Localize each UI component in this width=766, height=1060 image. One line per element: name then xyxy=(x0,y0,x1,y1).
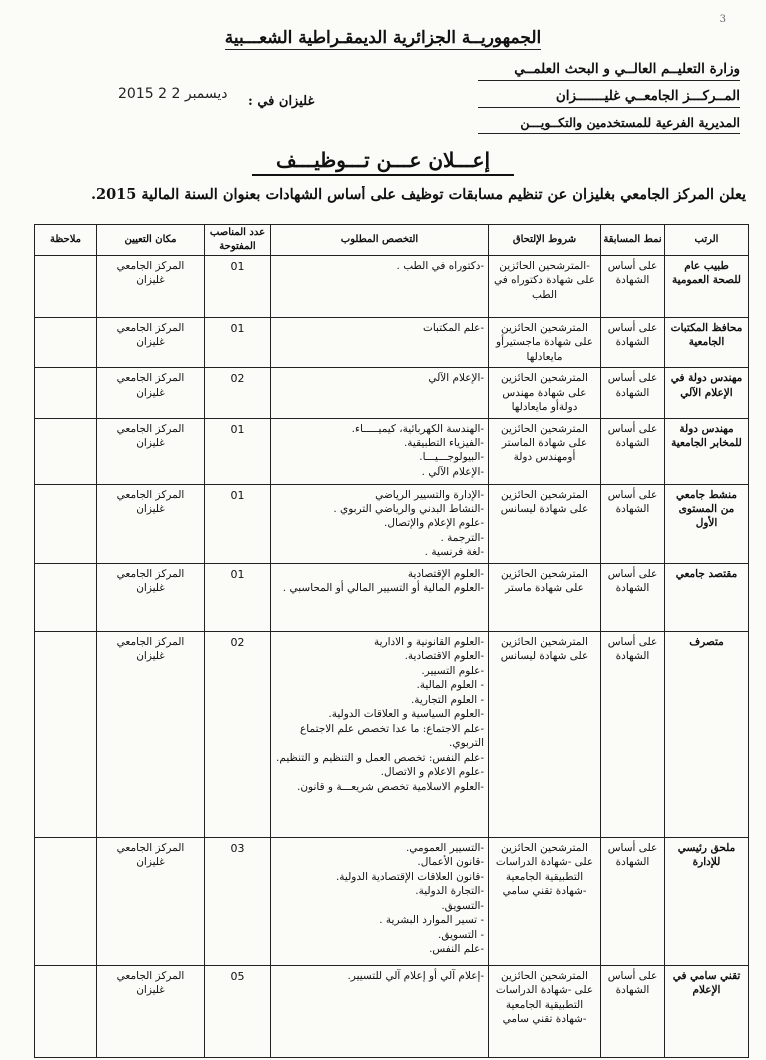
rank-cell: محافظ المكتبات الجامعية xyxy=(665,317,749,367)
specialty-item: -الفيزياء التطبيقية. xyxy=(403,436,484,449)
rank-cell: ملحق رئيسي للإدارة xyxy=(665,837,749,965)
count-cell: 02 xyxy=(205,368,271,418)
count-cell: 05 xyxy=(205,965,271,1057)
conditions-cell: المترشحين الحائزين على شهادة ليسانس xyxy=(489,484,601,563)
mode-cell: على أساس الشهادة xyxy=(601,317,665,367)
notes-cell xyxy=(35,484,97,563)
specialty-item: -علم النفس: تخصص العمل و التنظيم و التنظيم. xyxy=(276,751,484,764)
specialty-item: -علم الاجتماع: ما عدا تخصص علم الاجتماع التربوي. xyxy=(300,722,484,750)
specialty-item: -إعلام آلي أو إعلام آلي للتسيير. xyxy=(347,969,484,982)
rank-cell: مهندس دولة في الإعلام الآلي xyxy=(665,368,749,418)
specialty-item: -علوم الإعلام والإتصال. xyxy=(384,517,484,530)
date-stamp: 2015 دیسمبر 2 2 xyxy=(118,86,228,102)
mode-cell: على أساس الشهادة xyxy=(601,837,665,965)
specialty-item: -قانون العلاقات الإقتصادية الدولية. xyxy=(335,870,484,883)
count-cell: 01 xyxy=(205,255,271,317)
specialty-item: - العلوم التجارية. xyxy=(410,693,484,706)
specialty-item: -دكتوراه في الطب . xyxy=(396,259,484,272)
location-cell: المركز الجامعي غليزان xyxy=(97,965,205,1057)
header-conditions: شروط الإلتحاق xyxy=(489,225,601,256)
specialty-item: -العلوم الاقتصادية. xyxy=(404,650,484,663)
table-row xyxy=(35,631,749,837)
directorate-line: المديرية الفرعية للمستخدمين والتكــويـــن xyxy=(478,114,740,134)
specialty-item: -العلوم الإقتصادية xyxy=(407,567,484,580)
specialty-cell xyxy=(271,484,489,563)
header-mode: نمط المسابقة xyxy=(601,225,665,256)
rank-cell: مهندس دولة للمخابر الجامعية xyxy=(665,418,749,484)
specialty-cell xyxy=(271,837,489,965)
conditions-cell: المترشحين الحائزين على شهادة الماستر أومهندس دولة xyxy=(489,418,601,484)
header-count: عدد المناصب المفتوحة xyxy=(205,225,271,256)
mode-cell: على أساس الشهادة xyxy=(601,368,665,418)
specialty-item: -العلوم الاسلامية تخصص شريعـــة و قانون. xyxy=(296,780,484,793)
table-row xyxy=(35,255,749,317)
mode-cell: على أساس الشهادة xyxy=(601,484,665,563)
specialty-item: -البيولوجـــيـــا. xyxy=(419,451,484,464)
conditions-cell: المترشحين الحائزين على شهادة ليسانس xyxy=(489,631,601,837)
specialty-item: -العلوم السياسية و العلاقات الدولية. xyxy=(328,708,484,721)
specialty-item: -التسويق. xyxy=(441,899,484,912)
mode-cell: على أساس الشهادة xyxy=(601,418,665,484)
count-cell: 01 xyxy=(205,317,271,367)
specialty-cell xyxy=(271,368,489,418)
place-date-label: غليزان في : xyxy=(248,94,315,109)
specialty-cell xyxy=(271,255,489,317)
conditions-cell: المترشحين الحائزين على شهادة ماجستيرأو مايعادلها xyxy=(489,317,601,367)
corner-mark: 3 xyxy=(719,14,726,25)
table-row xyxy=(35,837,749,965)
notes-cell xyxy=(35,418,97,484)
count-cell: 03 xyxy=(205,837,271,965)
mode-cell: على أساس الشهادة xyxy=(601,965,665,1057)
mode-cell: على أساس الشهادة xyxy=(601,563,665,631)
specialty-item: -علوم الاعلام و الاتصال. xyxy=(380,766,484,779)
rank-cell: طبيب عام للصحة العمومية xyxy=(665,255,749,317)
specialty-item: -قانون الأعمال. xyxy=(417,856,484,869)
conditions-cell: المترشحين الحائزين على شهادة مهندس دولةأو مايعادلها xyxy=(489,368,601,418)
count-cell: 01 xyxy=(205,563,271,631)
notes-cell xyxy=(35,317,97,367)
rank-cell: منشط جامعي من المستوى الأول xyxy=(665,484,749,563)
location-cell: المركز الجامعي غليزان xyxy=(97,837,205,965)
specialty-item: -التسيير العمومي. xyxy=(405,841,484,854)
center-line: المــركـــز الجامعــي غليـــــــزان xyxy=(478,87,740,108)
conditions-cell: -المترشحين الحائزين على شهادة دكتوراه في الطب xyxy=(489,255,601,317)
specialty-item: - تسير الموارد البشرية . xyxy=(379,914,484,927)
table-row xyxy=(35,563,749,631)
specialty-item: -الإعلام الآلي . xyxy=(421,465,484,478)
specialty-item: -العلوم المالية أو التسيير المالي أو المحاسبي . xyxy=(282,582,484,595)
specialty-cell xyxy=(271,563,489,631)
institution-header xyxy=(478,60,740,140)
rank-cell: متصرف xyxy=(665,631,749,837)
specialty-item: - التسويق. xyxy=(438,928,484,941)
announcement-intro: يعلن المركز الجامعي بغليزان عن تنظيم مسابقات توظيف على أساس الشهادات بعنوان السنة المالية 2015. xyxy=(90,186,746,203)
count-cell: 02 xyxy=(205,631,271,837)
specialty-item: -الترجمة . xyxy=(440,531,484,544)
specialty-item: -علم المكتبات xyxy=(422,321,484,334)
location-cell: المركز الجامعي غليزان xyxy=(97,563,205,631)
specialty-item: - العلوم المالية. xyxy=(416,679,484,692)
notes-cell xyxy=(35,563,97,631)
rank-cell: مقتصد جامعي xyxy=(665,563,749,631)
header-specialty: التخصص المطلوب xyxy=(271,225,489,256)
conditions-cell: المترشحين الحائزين على شهادة ماستر xyxy=(489,563,601,631)
location-cell: المركز الجامعي غليزان xyxy=(97,317,205,367)
specialty-item: -النشاط البدني والرياضي التربوي . xyxy=(333,502,484,515)
notes-cell xyxy=(35,368,97,418)
announcement-title: إعـــلان عـــن تـــوظيـــف xyxy=(0,148,766,172)
ministry-line: وزارة التعليــم العالــي و البحث العلمــي xyxy=(478,60,740,81)
mode-cell: على أساس الشهادة xyxy=(601,631,665,837)
header-notes: ملاحظة xyxy=(35,225,97,256)
specialty-cell xyxy=(271,965,489,1057)
conditions-cell: المترشحين الحائزين على -شهادة الدراسات التطبيقية الجامعية -شهادة تقني سامي xyxy=(489,965,601,1057)
table-row xyxy=(35,317,749,367)
recruitment-table xyxy=(34,224,749,1058)
notes-cell xyxy=(35,255,97,317)
location-cell: المركز الجامعي غليزان xyxy=(97,484,205,563)
location-cell: المركز الجامعي غليزان xyxy=(97,368,205,418)
mode-cell: على أساس الشهادة xyxy=(601,255,665,317)
table-header-row xyxy=(35,225,749,256)
specialty-cell xyxy=(271,418,489,484)
notes-cell xyxy=(35,631,97,837)
location-cell: المركز الجامعي غليزان xyxy=(97,255,205,317)
rank-cell: تقني سامي في الإعلام xyxy=(665,965,749,1057)
table-row xyxy=(35,368,749,418)
location-cell: المركز الجامعي غليزان xyxy=(97,631,205,837)
header-rank: الرتب xyxy=(665,225,749,256)
specialty-item: -التجارة الدولية. xyxy=(415,885,484,898)
specialty-item: -الإدارة والتسيير الرياضي xyxy=(375,488,484,501)
specialty-item: -علوم التسيير. xyxy=(421,664,484,677)
notes-cell xyxy=(35,965,97,1057)
specialty-item: -العلوم القانونية و الادارية xyxy=(373,635,484,648)
conditions-cell: المترشحين الحائزين على -شهادة الدراسات التطبيقية الجامعية -شهادة تقني سامي xyxy=(489,837,601,965)
specialty-item: -علم النفس. xyxy=(429,943,484,956)
specialty-item: -الإعلام الآلي xyxy=(428,372,484,385)
specialty-item: -الهندسة الكهربائية، كيميـــــاء. xyxy=(351,422,484,435)
republic-heading: الجمهوريــة الجزائرية الديمقـراطية الشعـــبية xyxy=(224,28,542,48)
table-row xyxy=(35,484,749,563)
table-row xyxy=(35,965,749,1057)
notes-cell xyxy=(35,837,97,965)
header-location: مكان التعيين xyxy=(97,225,205,256)
specialty-cell xyxy=(271,631,489,837)
table-row xyxy=(35,418,749,484)
specialty-cell xyxy=(271,317,489,367)
location-cell: المركز الجامعي غليزان xyxy=(97,418,205,484)
count-cell: 01 xyxy=(205,418,271,484)
count-cell: 01 xyxy=(205,484,271,563)
specialty-item: -لغة فرنسية . xyxy=(424,546,484,559)
